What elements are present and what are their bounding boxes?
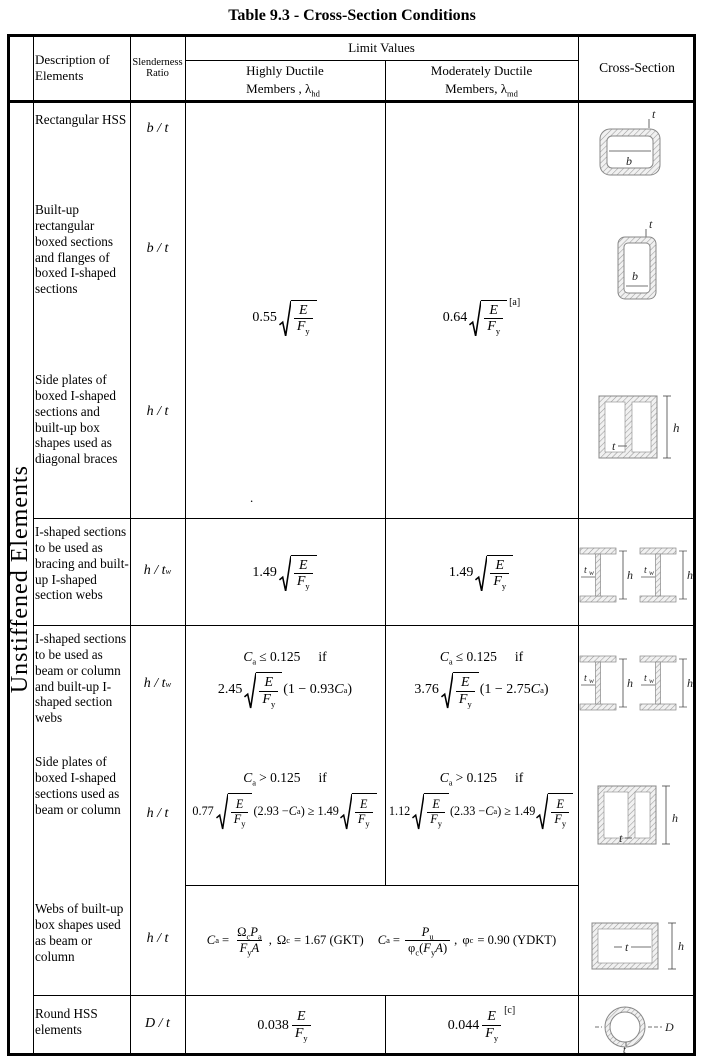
cross-section-i-beams-bracing: [579, 540, 695, 610]
factor-open: (2.93 −: [253, 803, 289, 818]
row-description-3: Side plates of boxed I-shaped sections and built-up box shapes used as diagonal braces: [35, 372, 118, 467]
row-description-2: Built-up rectangular boxed sections and flanges of boxed I-shaped sections: [35, 202, 116, 297]
condition-line: [243, 649, 326, 665]
left-paren: (: [419, 940, 424, 955]
c-symbol: C: [243, 770, 253, 786]
fraction: [482, 1009, 501, 1041]
ratio-2: b / t: [146, 241, 169, 256]
condition-line: [440, 770, 523, 786]
y-subscript: y: [305, 581, 310, 592]
fraction: [292, 1009, 311, 1041]
condition-value: > 0.125: [455, 770, 497, 786]
formula-row6-highly: $C_a > 0.125$ if 0.77 $\frac{E}{F_y}$ (2.93 − C a ) ≥ 1.49 $\frac{E}{F_y}$: [186, 752, 384, 848]
condition-line: [440, 649, 523, 665]
b-label: b: [631, 269, 638, 283]
formula-row7-definitions: [186, 887, 577, 993]
radical-sign: [475, 555, 487, 592]
square-root: [469, 300, 507, 337]
highly-ductile-line2: [246, 80, 324, 98]
omega-value: = 1.67 (GKT): [294, 932, 364, 947]
c-symbol: C: [439, 770, 449, 786]
b-label: b: [625, 154, 632, 168]
ratio-5-base: h / t: [143, 676, 166, 691]
formula-banda-moderately: [386, 268, 577, 368]
formula-row8-moderately: [386, 997, 577, 1054]
if-keyword: if: [318, 770, 327, 786]
square-root: [279, 555, 317, 592]
square-root: [244, 672, 282, 709]
f-symbol: F: [430, 811, 438, 826]
radical-sign: [412, 793, 424, 830]
factor-open: (1 − 2.75: [479, 682, 531, 698]
header-limit-values: Limit Values: [348, 39, 415, 55]
radical-sign: [340, 793, 352, 830]
p-symbol: P: [421, 925, 430, 940]
row-description-7: Webs of built-up box shapes used as beam or column: [35, 901, 124, 964]
row-description-1: Rectangular HSS: [35, 112, 127, 127]
tw-sub-label: w: [589, 676, 595, 685]
y-subscript: y: [495, 326, 501, 337]
if-keyword: if: [318, 649, 327, 665]
lambda-md-subscript: md: [507, 88, 518, 99]
omega-symbol: Ω: [237, 925, 247, 940]
h-label: h: [672, 420, 679, 435]
f-symbol: F: [485, 1026, 494, 1041]
denominator: [427, 812, 445, 827]
fraction: [234, 925, 265, 958]
c-symbol: C: [439, 649, 449, 665]
d-label: D: [664, 1020, 674, 1034]
tw-sub-label: w: [589, 568, 595, 577]
right-paren: ): [442, 940, 448, 955]
square-root: [475, 555, 513, 592]
formula-banda-highly: [186, 268, 384, 368]
cross-section-builtup-box: [580, 218, 695, 304]
condition-value: > 0.125: [259, 770, 301, 786]
phi-symbol: φ: [408, 940, 416, 955]
formula-row4-moderately: [386, 528, 577, 618]
u-subscript: u: [429, 931, 434, 942]
square-root: [340, 793, 377, 830]
cross-section-i-beams-beam-column: [579, 648, 695, 718]
radical-sign: [536, 793, 548, 830]
t-label: t: [622, 1045, 626, 1054]
denominator: [405, 940, 450, 958]
a-subscript: a: [448, 656, 453, 667]
condition-line: [243, 770, 326, 786]
equals-sign: =: [392, 932, 401, 947]
y-subscript: y: [303, 1032, 308, 1043]
h-label: h: [687, 568, 693, 582]
formula-row8-highly: [186, 997, 384, 1054]
rect-hss-diagram: [593, 108, 683, 182]
table-gridline: [34, 995, 693, 996]
moderately-ductile-line1: Moderately Ductile: [430, 63, 533, 79]
y-subscript: y: [247, 947, 252, 958]
f-symbol: F: [262, 691, 271, 707]
row-description-6: Side plates of boxed I-shaped sections used as beam or column: [35, 754, 121, 817]
p-symbol: P: [250, 925, 258, 940]
area-symbol: A: [251, 940, 260, 955]
cross-section-box-web: [580, 916, 695, 976]
round-hss-diagram: [591, 1002, 685, 1054]
ratio-4: h / t w: [143, 563, 172, 578]
table-title: Table 9.3 - Cross-Section Conditions: [228, 7, 476, 24]
square-root: [412, 793, 449, 830]
lambda-hd-prefix: Members , λ: [246, 81, 312, 96]
boxed-i-diagram: [588, 782, 688, 848]
stray-mark: .: [250, 490, 254, 505]
factor-open: (1 − 0.93: [283, 682, 335, 698]
radical-sign: [279, 555, 291, 592]
y-subscript: y: [493, 1032, 499, 1043]
boxed-i-diagram: [587, 386, 689, 468]
cross-section-boxed-i-brace: [580, 386, 695, 468]
area-symbol: A: [435, 940, 443, 955]
ratio-5: h / t w: [143, 676, 172, 691]
t-label: t: [618, 831, 622, 845]
t-label: t: [624, 940, 628, 954]
numerator: E: [264, 675, 274, 691]
c-symbol: C: [206, 932, 216, 947]
f-symbol: F: [239, 940, 248, 955]
f-symbol: F: [294, 1026, 304, 1041]
y-subscript: y: [241, 818, 246, 829]
t-label: t: [651, 108, 655, 121]
coefficient: 0.044: [447, 1017, 480, 1033]
c-symbol: C: [288, 803, 297, 818]
ratio-3: h / t: [146, 404, 169, 419]
denominator: [551, 812, 569, 827]
a-subscript: a: [252, 656, 257, 667]
numerator: E: [359, 797, 368, 812]
c-subscript: c: [415, 947, 420, 958]
ratio-8: D / t: [145, 1016, 170, 1031]
c-subscript: c: [246, 931, 251, 942]
a-subscript: a: [252, 777, 257, 788]
coefficient: 0.038: [257, 1017, 289, 1033]
radical-sign: [216, 793, 228, 830]
denominator: [484, 318, 503, 335]
i-beam-pair-diagram: [579, 648, 695, 718]
y-subscript: y: [431, 947, 436, 958]
table-gridline: [34, 518, 693, 519]
f-symbol: F: [423, 940, 431, 955]
numerator: E: [487, 1009, 496, 1025]
h-label: h: [627, 676, 633, 690]
equals-sign: =: [221, 932, 230, 947]
box-web-diagram: [586, 916, 690, 976]
cross-section-rect-hss: [580, 108, 695, 182]
factor-close: ): [543, 682, 549, 698]
factor-close: ): [347, 682, 353, 698]
table-gridline: [130, 37, 131, 1053]
header-divider: [7, 100, 696, 103]
coefficient: 0.77: [192, 803, 214, 818]
h-label: h: [671, 811, 678, 825]
inequality-part: ) ≥ 1.49: [497, 803, 536, 818]
y-subscript: y: [365, 818, 370, 829]
comma: ,: [268, 932, 272, 947]
numerator: E: [495, 557, 505, 573]
c-symbol: C: [243, 649, 253, 665]
numerator: E: [296, 1009, 306, 1025]
coefficient: 3.76: [414, 682, 439, 698]
inequality-part: ) ≥ 1.49: [300, 803, 339, 818]
y-subscript: y: [305, 326, 310, 337]
row-description-4: I-shaped sections to be used as bracing and built-up I-shaped section webs: [35, 524, 129, 603]
y-subscript: y: [501, 581, 507, 592]
builtup-box-diagram: [603, 218, 673, 304]
header-moderately-ductile: [386, 61, 577, 99]
coefficient: 1.49: [252, 564, 277, 580]
formula-row5-highly: $C_a \le 0.125$ if 2.45 $\frac{E}{F_y}$ (1 − 0.93 C a ): [217, 649, 353, 709]
numerator: [419, 925, 437, 942]
table-gridline: [185, 885, 579, 886]
c-symbol: C: [377, 932, 387, 947]
highly-ductile-line1: Highly Ductile: [246, 63, 324, 79]
y-subscript: y: [437, 818, 442, 829]
t-label: t: [611, 439, 615, 453]
h-label: h: [687, 676, 693, 690]
row-description-5: I-shaped sections to be used as beam or column and built-up I-shaped section webs: [35, 631, 127, 726]
header-cross-section: Cross-Section: [599, 60, 675, 75]
a-subscript: a: [448, 777, 453, 788]
f-symbol: F: [233, 811, 242, 826]
square-root: [216, 793, 253, 830]
formula-row5-moderately: $C_a \le 0.125$ if 3.76 $\frac{E}{F_y}$ (1 − 2.75 C a ): [414, 649, 549, 709]
c-symbol: C: [485, 803, 494, 818]
i-beam-pair-diagram: [579, 540, 695, 610]
denominator: [237, 940, 263, 958]
condition-value: ≤ 0.125: [259, 649, 301, 665]
coefficient: 1.12: [388, 803, 411, 818]
unstiffened-elements-label: Unstiffened Elements: [7, 464, 33, 694]
denominator: [294, 573, 313, 590]
t-label: t: [648, 218, 652, 231]
f-symbol: F: [493, 574, 502, 590]
h-label: h: [677, 939, 684, 953]
f-symbol: F: [487, 319, 496, 335]
f-symbol: F: [357, 811, 366, 826]
denominator: [292, 1025, 311, 1042]
y-subscript: y: [467, 698, 472, 709]
f-symbol: F: [296, 574, 306, 590]
if-keyword: if: [514, 649, 524, 665]
denominator: [294, 318, 313, 335]
ratio-7: h / t: [146, 931, 169, 946]
phi-value: = 0.90 (YDKT): [477, 932, 557, 947]
cross-section-round-hss: [580, 1002, 695, 1054]
tw-sub-label: w: [649, 676, 655, 685]
f-symbol: F: [554, 811, 562, 826]
if-keyword: if: [514, 770, 524, 786]
f-symbol: F: [458, 691, 468, 707]
cross-section-boxed-i-beam-column: [580, 782, 695, 848]
phi-symbol: φ: [462, 932, 470, 947]
denominator: [231, 812, 249, 827]
tw-label: t: [584, 565, 587, 576]
radical-sign: [279, 300, 291, 337]
denominator: [456, 691, 475, 708]
omega-symbol: Ω: [276, 932, 287, 947]
square-root: [441, 672, 479, 709]
numerator: E: [432, 797, 440, 812]
coefficient: 2.45: [217, 682, 243, 698]
footnote-a-marker: [a]: [509, 297, 521, 309]
numerator: E: [298, 302, 308, 318]
c-symbol: C: [334, 682, 344, 698]
radical-sign: [244, 672, 256, 709]
row-description-8: Round HSS elements: [35, 1006, 98, 1037]
lambda-md-prefix: Members, λ: [445, 81, 508, 96]
ratio-4-base: h / t: [143, 563, 166, 578]
moderately-ductile-line2: [431, 80, 532, 98]
formula-row4-highly: [186, 528, 384, 618]
tw-label: t: [644, 673, 647, 684]
square-root: [279, 300, 317, 337]
factor-open: (2.33 −: [449, 803, 486, 818]
radical-sign: [441, 672, 453, 709]
tw-sub-label: w: [649, 568, 655, 577]
ca-definition-gkt: C a = $\frac{\Omega_cP_a}{F_yA}$ , Ω c = 1.67 (GKT): [206, 925, 364, 958]
denominator: [482, 1025, 501, 1042]
numerator: [234, 925, 265, 942]
condition-value: ≤ 0.125: [455, 649, 497, 665]
lambda-hd-subscript: hd: [311, 88, 320, 99]
comma: ,: [454, 932, 458, 947]
footnote-c-marker: [c]: [504, 1005, 516, 1016]
ratio-6: h / t: [146, 806, 169, 821]
table-gridline: [34, 625, 693, 626]
h-label: h: [627, 568, 633, 582]
ca-definition-ydkt: C a = $\frac{P_u}{\varphi_c(F_yA)}$ , φ c = 0.90 (YDKT): [377, 925, 557, 958]
coefficient: 0.55: [252, 309, 277, 325]
f-symbol: F: [296, 319, 306, 335]
ratio-1: b / t: [146, 121, 169, 136]
denominator: [490, 573, 509, 590]
square-root: [536, 793, 573, 830]
a-subscript: a: [257, 931, 262, 942]
y-subscript: y: [270, 698, 276, 709]
c-symbol: C: [530, 682, 541, 698]
formula-row6-moderately: $C_a > 0.125$ if 1.12 $\frac{E}{F_y}$ (2.33 − C a ) ≥ 1.49 $\frac{E}{F_y}$: [386, 752, 577, 848]
header-slenderness-ratio: Slenderness Ratio: [132, 57, 183, 79]
numerator: E: [461, 675, 470, 691]
numerator: E: [235, 797, 244, 812]
denominator: [259, 691, 278, 708]
header-highly-ductile: [186, 61, 384, 99]
numerator: E: [556, 797, 564, 812]
tw-label: t: [584, 673, 587, 684]
header-description: Description of Elements: [35, 52, 110, 83]
coefficient: 1.49: [448, 564, 474, 580]
denominator: [355, 812, 373, 827]
y-subscript: y: [561, 818, 567, 829]
fraction: [405, 925, 450, 958]
tw-label: t: [644, 565, 647, 576]
radical-sign: [469, 300, 481, 337]
numerator: E: [298, 557, 308, 573]
numerator: E: [489, 302, 498, 318]
coefficient: 0.64: [442, 309, 468, 325]
group-label-cell: [8, 104, 33, 1054]
